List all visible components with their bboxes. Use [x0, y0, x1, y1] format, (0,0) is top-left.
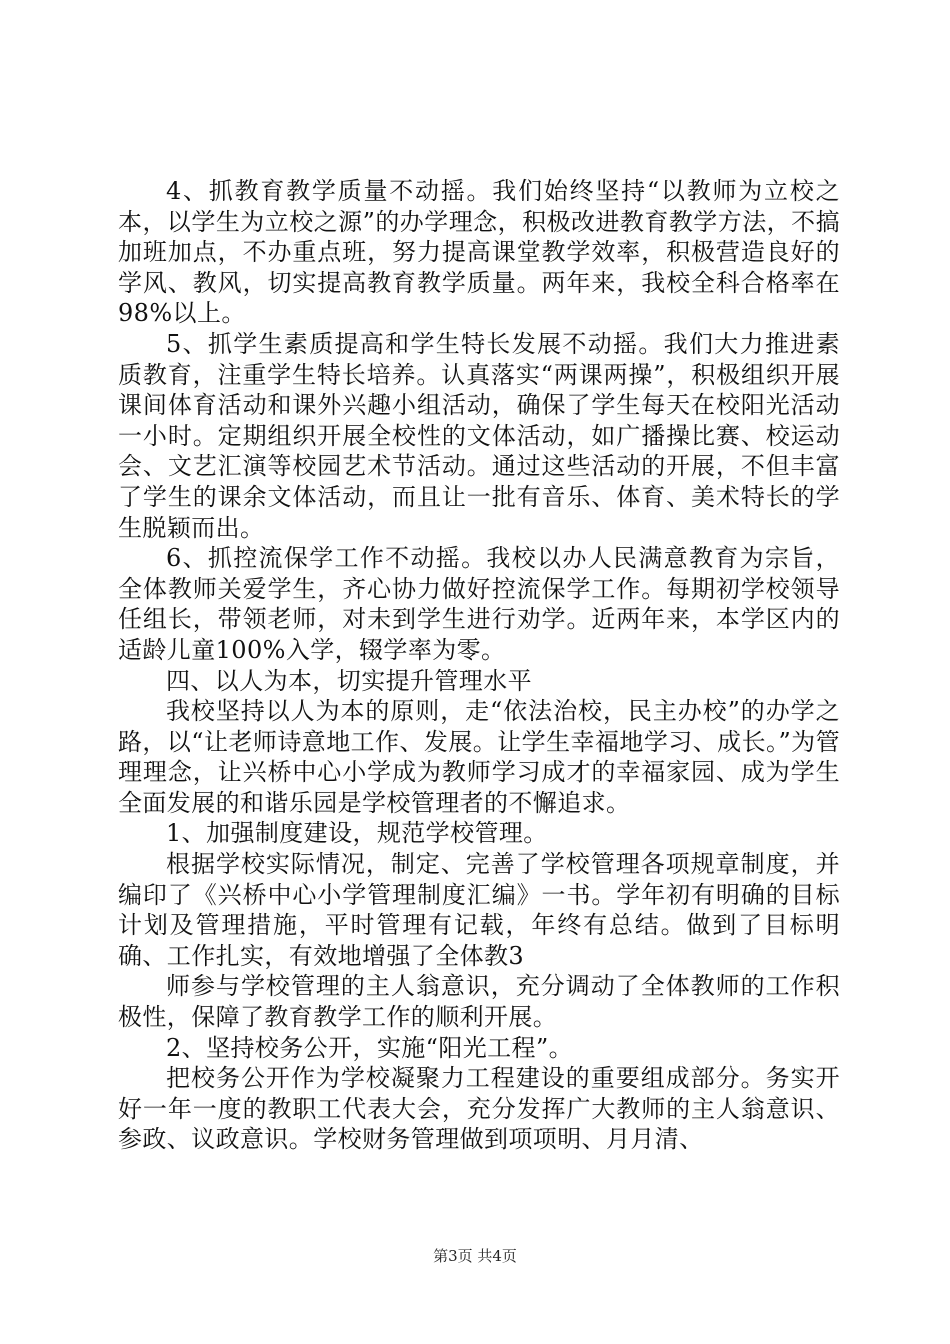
section-heading-management: 四、以人为本，切实提升管理水平 — [166, 666, 532, 695]
document-body — [118, 176, 840, 1155]
subheading-open-affairs: 2、坚持校务公开，实施“阳光工程”。 — [166, 1033, 574, 1062]
paragraph-dropout-control: 6、抓控流保学工作不动摇。我校以办人民满意教育为宗旨，全体教师关爱学生，齐心协力做好控流保学工作。每期初学校领导任组长，带领老师，对未到学生进行劝学。近两年来，本学区内的适龄儿童100%入学，辍学率为零。 — [118, 544, 840, 664]
subheading-system-building: 1、加强制度建设，规范学校管理。 — [166, 819, 548, 848]
paragraph-system-building-continued: 师参与学校管理的主人翁意识，充分调动了全体教师的工作积极性，保障了教育教学工作的顺利开展。 — [118, 972, 840, 1032]
paragraph-teaching-quality: 4、抓教育教学质量不动摇。我们始终坚持“以教师为立校之本，以学生为立校之源”的办学理念，积极改进教育教学方法，不搞加班加点，不办重点班，努力提高课堂教学效率，积极营造良好的学风、教风，切实提高教育教学质量。两年来，我校全科合格率在98%以上。 — [118, 177, 840, 328]
paragraph-system-building: 根据学校实际情况，制定、完善了学校管理各项规章制度，并编印了《兴桥中心小学管理制度汇编》一书。学年初有明确的目标计划及管理措施，平时管理有记载，年终有总结。做到了目标明确、工作扎实，有效地增强了全体教3 — [118, 850, 840, 970]
paragraph-management-principle: 我校坚持以人为本的原则，走“依法治校，民主办校”的办学之路，以“让老师诗意地工作、发展。让学生幸福地学习、成长。”为管理理念，让兴桥中心小学成为教师学习成才的幸福家园、成为学生全面发展的和谐乐园是学校管理者的不懈追求。 — [118, 697, 840, 817]
paragraph-student-quality: 5、抓学生素质提高和学生特长发展不动摇。我们大力推进素质教育，注重学生特长培养。认真落实“两课两操”，积极组织开展课间体育活动和课外兴趣小组活动，确保了学生每天在校阳光活动一小时。定期组织开展全校性的文体活动，如广播操比赛、校运动会、文艺汇演等校园艺术节活动。通过这些活动的开展，不但丰富了学生的课余文体活动，而且让一批有音乐、体育、美术特长的学生脱颖而出。 — [118, 329, 840, 542]
paragraph-open-affairs: 把校务公开作为学校凝聚力工程建设的重要组成部分。务实开好一年一度的教职工代表大会，充分发挥广大教师的主人翁意识、参政、议政意识。学校财务管理做到项项明、月月清、 — [118, 1064, 840, 1154]
page-number-footer: 第3页 共4页 — [433, 1247, 517, 1265]
